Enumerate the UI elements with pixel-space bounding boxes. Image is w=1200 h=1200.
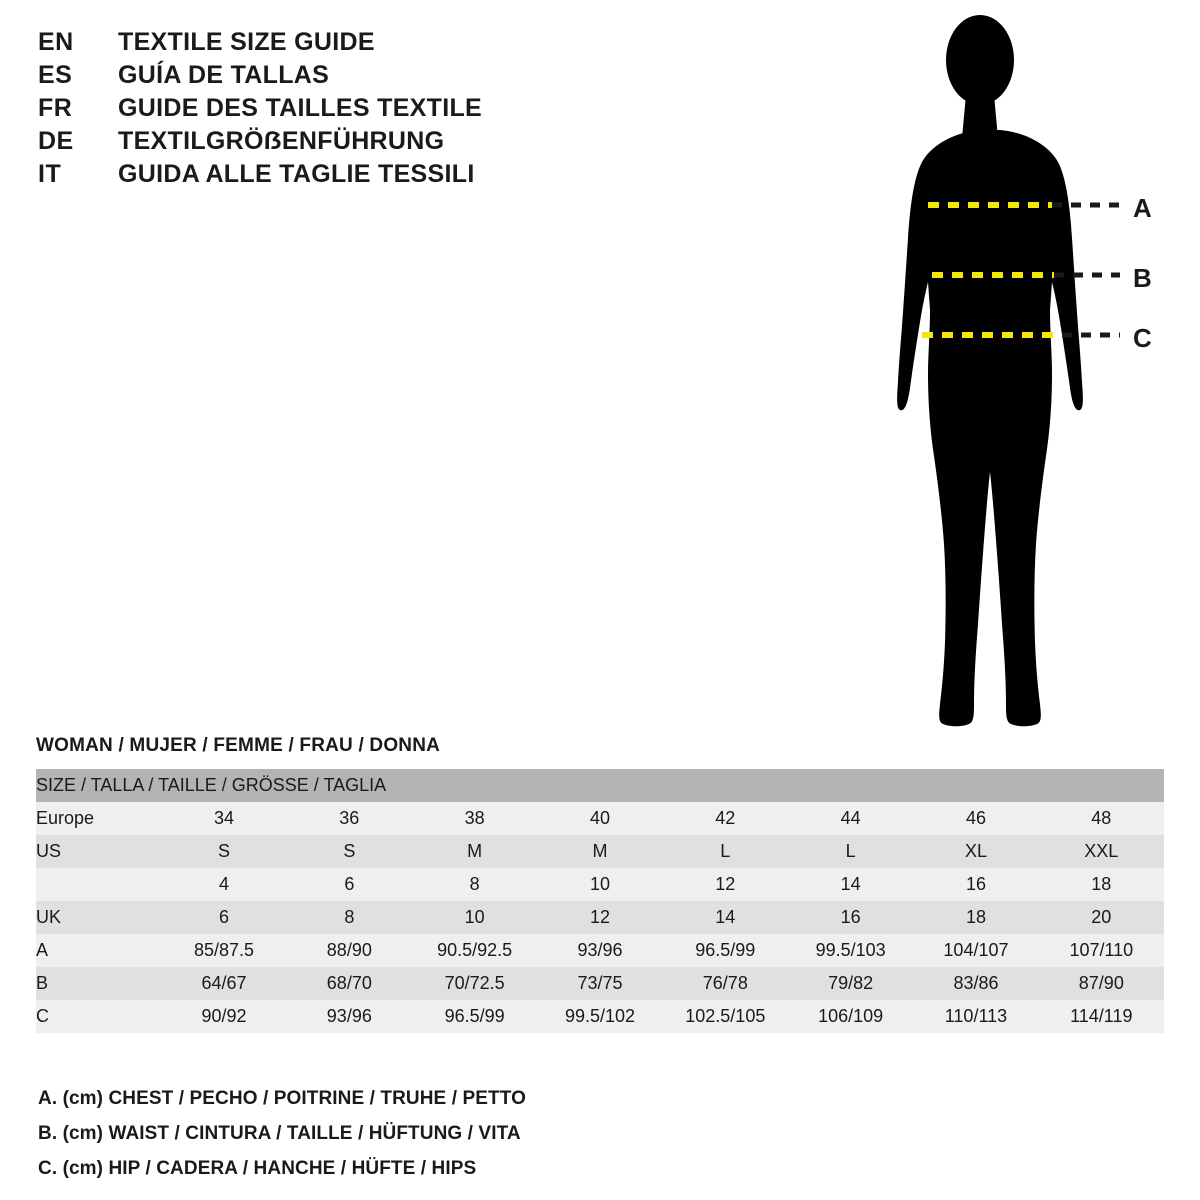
title-lang-code: EN <box>38 28 74 56</box>
cell-value: 79/82 <box>788 967 913 1000</box>
title-text: GUIDA ALLE TAGLIE TESSILI <box>118 160 475 188</box>
cell-value: 44 <box>788 802 913 835</box>
cell-value: 12 <box>663 868 788 901</box>
title-row <box>38 28 598 57</box>
callout-letter-b: B <box>1133 263 1152 293</box>
row-label <box>36 868 161 901</box>
table-row <box>36 1000 1164 1033</box>
row-label: Europe <box>36 802 161 835</box>
cell-value: 68/70 <box>287 967 412 1000</box>
title-lang-code: DE <box>38 127 74 155</box>
cell-value: 96.5/99 <box>412 1000 537 1033</box>
cell-value: 106/109 <box>788 1000 913 1033</box>
row-label: B <box>36 967 161 1000</box>
cell-value: 48 <box>1039 802 1164 835</box>
table-header-row <box>36 769 1164 802</box>
cell-value: XL <box>913 835 1038 868</box>
title-lang-code: FR <box>38 94 73 122</box>
legend-line-a: A. (cm) CHEST / PECHO / POITRINE / TRUHE / PETTO <box>38 1088 526 1109</box>
cell-value: 107/110 <box>1039 934 1164 967</box>
title-text: GUIDE DES TAILLES TEXTILE <box>118 94 483 122</box>
callout-letter-a: A <box>1133 193 1152 223</box>
cell-value: 46 <box>913 802 1038 835</box>
measurement-legend <box>38 1088 738 1193</box>
cell-value: 64/67 <box>161 967 286 1000</box>
cell-value: 110/113 <box>913 1000 1038 1033</box>
cell-value: 10 <box>537 868 662 901</box>
cell-value: 18 <box>913 901 1038 934</box>
cell-value: 93/96 <box>287 1000 412 1033</box>
title-row <box>38 94 598 123</box>
cell-value: 20 <box>1039 901 1164 934</box>
cell-value: 85/87.5 <box>161 934 286 967</box>
title-lang-code: ES <box>38 61 73 89</box>
cell-value: 87/90 <box>1039 967 1164 1000</box>
cell-value: 90/92 <box>161 1000 286 1033</box>
row-label: US <box>36 835 161 868</box>
silhouette-svg <box>840 10 1190 750</box>
legend-line-b: B. (cm) WAIST / CINTURA / TAILLE / HÜFTUNG / VITA <box>38 1123 521 1144</box>
title-lang-code: IT <box>38 160 62 188</box>
cell-value: 102.5/105 <box>663 1000 788 1033</box>
title-text: TEXTILE SIZE GUIDE <box>118 28 375 56</box>
cell-value: 6 <box>287 868 412 901</box>
cell-value: 104/107 <box>913 934 1038 967</box>
cell-value: 76/78 <box>663 967 788 1000</box>
female-silhouette-figure <box>840 10 1190 750</box>
cell-value: 88/90 <box>287 934 412 967</box>
cell-value: 99.5/102 <box>537 1000 662 1033</box>
title-row <box>38 61 598 90</box>
cell-value: M <box>412 835 537 868</box>
table-row <box>36 868 1164 901</box>
cell-value: S <box>287 835 412 868</box>
cell-value: 90.5/92.5 <box>412 934 537 967</box>
cell-value: 4 <box>161 868 286 901</box>
cell-value: 12 <box>537 901 662 934</box>
cell-value: L <box>663 835 788 868</box>
cell-value: 73/75 <box>537 967 662 1000</box>
cell-value: S <box>161 835 286 868</box>
row-label: A <box>36 934 161 967</box>
title-text: GUÍA DE TALLAS <box>118 61 330 89</box>
cell-value: 14 <box>788 868 913 901</box>
cell-value: 83/86 <box>913 967 1038 1000</box>
cell-value: 114/119 <box>1039 1000 1164 1033</box>
cell-value: 8 <box>287 901 412 934</box>
callout-letter-c: C <box>1133 323 1152 353</box>
cell-value: 96.5/99 <box>663 934 788 967</box>
title-row <box>38 127 598 156</box>
cell-value: 16 <box>788 901 913 934</box>
table-row <box>36 934 1164 967</box>
table-header-label: SIZE / TALLA / TAILLE / GRÖSSE / TAGLIA <box>36 769 1164 802</box>
cell-value: 99.5/103 <box>788 934 913 967</box>
cell-value: 14 <box>663 901 788 934</box>
cell-value: 36 <box>287 802 412 835</box>
title-row <box>38 160 598 189</box>
legend-line-c: C. (cm) HIP / CADERA / HANCHE / HÜFTE / HIPS <box>38 1158 477 1179</box>
cell-value: 18 <box>1039 868 1164 901</box>
cell-value: XXL <box>1039 835 1164 868</box>
cell-value: 10 <box>412 901 537 934</box>
cell-value: 93/96 <box>537 934 662 967</box>
cell-value: 6 <box>161 901 286 934</box>
title-text: TEXTILGRÖẞENFÜHRUNG <box>118 127 445 155</box>
row-label: UK <box>36 901 161 934</box>
cell-value: 40 <box>537 802 662 835</box>
cell-value: L <box>788 835 913 868</box>
cell-value: 8 <box>412 868 537 901</box>
cell-value: M <box>537 835 662 868</box>
table-row <box>36 967 1164 1000</box>
table-row <box>36 835 1164 868</box>
title-block <box>38 28 598 193</box>
cell-value: 70/72.5 <box>412 967 537 1000</box>
table-row <box>36 901 1164 934</box>
woman-section-label: WOMAN / MUJER / FEMME / FRAU / DONNA <box>36 735 441 756</box>
cell-value: 42 <box>663 802 788 835</box>
table-row <box>36 802 1164 835</box>
cell-value: 16 <box>913 868 1038 901</box>
size-table-section <box>36 735 1164 1033</box>
woman-silhouette-shape <box>897 15 1083 726</box>
cell-value: 38 <box>412 802 537 835</box>
row-label: C <box>36 1000 161 1033</box>
cell-value: 34 <box>161 802 286 835</box>
size-table <box>36 769 1164 1033</box>
